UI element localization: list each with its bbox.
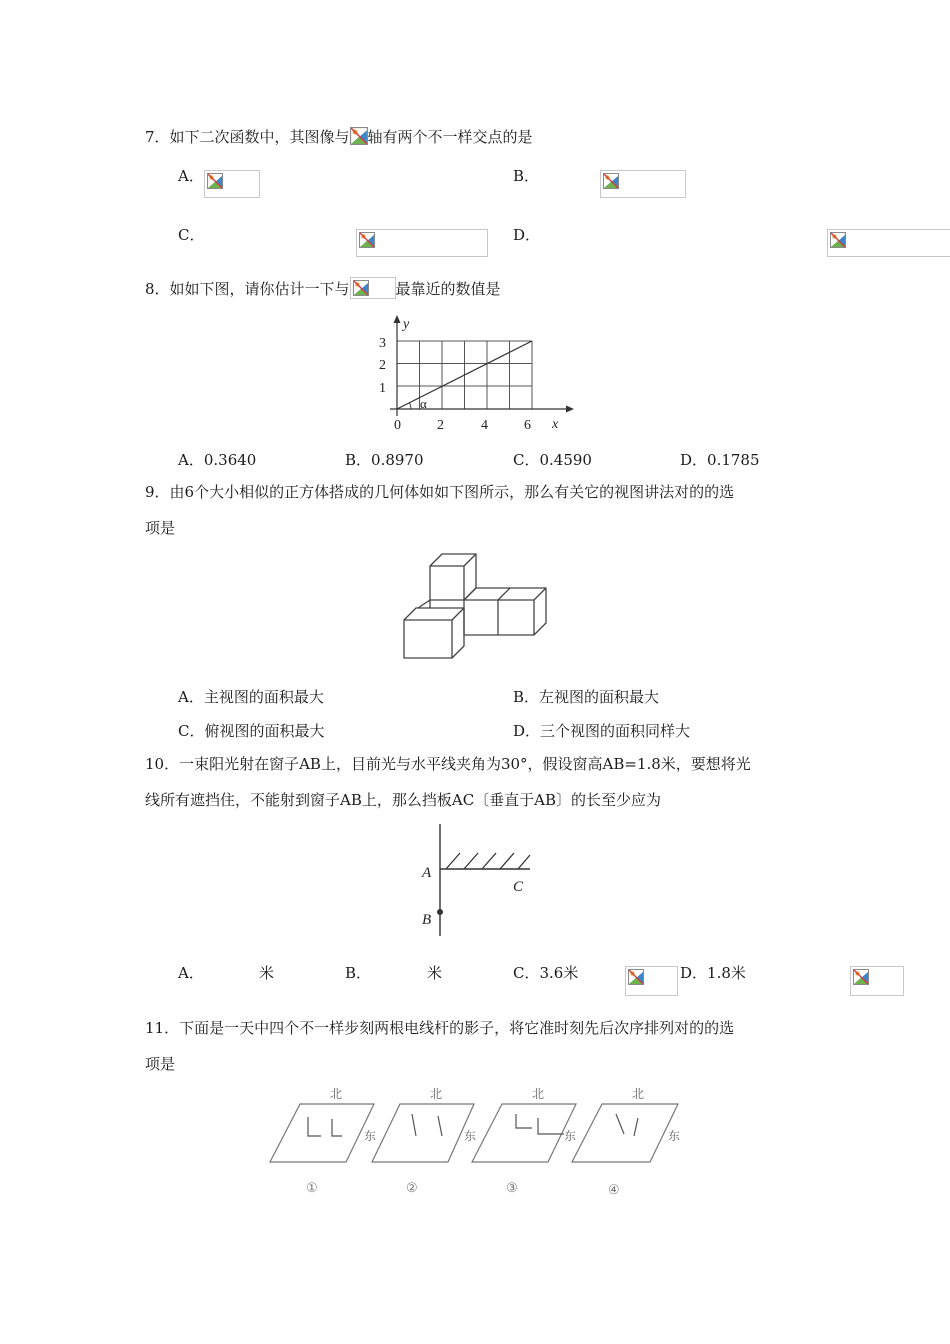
q9-option-b[interactable]: B．左视图的面积最大	[513, 688, 660, 706]
q7-option-c-label: C．	[178, 226, 205, 244]
q7-option-b[interactable]	[513, 165, 539, 186]
q11-panel-2	[372, 1104, 477, 1162]
q7-option-d-label: D．	[513, 226, 541, 244]
q10-option-a[interactable]	[178, 962, 204, 983]
q7-option-d-formula-image	[827, 229, 950, 257]
q11-stem-line2: 项是	[145, 1055, 176, 1073]
q9-stem-line1: 9．由6个大小相似的正方体搭成的几何体如如下图所示，那么有关它的视图讲法对的的选	[145, 483, 735, 501]
q8-option-b[interactable]: B．0.8970	[345, 451, 424, 469]
image-placeholder-icon	[353, 280, 369, 296]
q8-option-d[interactable]: D．0.1785	[680, 451, 760, 469]
q7-option-c-formula-image	[356, 229, 488, 257]
q11-north-label-3: 北	[532, 1087, 545, 1101]
q9-option-c[interactable]: C．俯视图的面积最大	[178, 722, 325, 740]
q11-label-3: ③	[506, 1180, 518, 1195]
q10-stem-line1: 10．一束阳光射在窗子AB上，目前光与水平线夹角为30°，假设窗高AB=1.8米，要想将光	[145, 755, 751, 773]
q9-cube-right-1	[464, 588, 510, 635]
q10-hatch	[446, 853, 530, 869]
q7-stem-part1: 7．如下二次函数中，其图像与	[145, 128, 350, 146]
q10-label-b: B	[422, 912, 432, 928]
q8-y-tick-3: 3	[379, 336, 386, 351]
q8-formula-image	[350, 277, 396, 299]
q7-stem-part2: 轴有两个不一样交点的是	[367, 128, 533, 146]
q9-cube-figure	[398, 546, 556, 664]
q7-option-a-formula-image	[204, 170, 260, 198]
q11-panel-1	[270, 1104, 377, 1162]
q8-y-label: y	[403, 317, 410, 332]
q8-y-tick-2: 2	[379, 358, 386, 373]
q10-window-figure	[414, 820, 536, 940]
q8-option-a[interactable]: A．0.3640	[178, 451, 257, 469]
q8-x-tick-2: 2	[437, 418, 444, 433]
q10-option-c[interactable]: C．3.6米	[513, 964, 579, 982]
q7-stem	[145, 127, 533, 147]
q11-panel-3	[472, 1104, 576, 1162]
image-placeholder-icon	[628, 969, 644, 985]
q9-stem-line2: 项是	[145, 519, 176, 537]
q8-x-tick-4: 4	[481, 418, 488, 433]
q7-option-b-label: B．	[513, 167, 540, 185]
q10-option-b[interactable]	[345, 962, 371, 983]
q10-option-b-formula-image	[850, 966, 904, 996]
image-placeholder-icon	[853, 969, 869, 985]
image-placeholder-icon	[359, 232, 375, 248]
q10-option-b-unit: 米	[427, 964, 443, 982]
q11-shadow-figures	[266, 1084, 692, 1202]
q11-north-label-2: 北	[430, 1087, 443, 1101]
q9-option-d[interactable]: D．三个视图的面积同样大	[513, 722, 691, 740]
q10-label-a: A	[422, 865, 432, 881]
image-placeholder-icon	[603, 173, 619, 189]
q9-cube-right-2	[498, 588, 546, 635]
q8-grid-graph	[368, 312, 583, 436]
q11-label-2: ②	[406, 1180, 418, 1195]
q11-north-label-4: 北	[632, 1087, 645, 1101]
q10-option-a-label: A．	[178, 964, 204, 982]
q7-option-a-label: A．	[178, 167, 204, 185]
image-placeholder-icon	[350, 127, 368, 145]
q9-cube-front	[404, 608, 464, 658]
q8-x-tick-0: 0	[394, 418, 401, 433]
q8-x-tick-6: 6	[524, 418, 531, 433]
q11-panel-4	[572, 1104, 681, 1162]
q8-stem-part2: 最靠近的数值是	[395, 280, 501, 298]
q8-x-label: x	[552, 417, 559, 432]
q9-cube-top	[430, 554, 476, 600]
q8-angle-arc	[410, 403, 412, 409]
q10-option-d[interactable]: D．1.8米	[680, 964, 746, 982]
q11-east-label-3: 东	[564, 1129, 577, 1143]
q10-label-c: C	[513, 879, 524, 895]
q8-x-axis-arrow-icon	[566, 406, 574, 413]
q11-stem-line1: 11．下面是一天中四个不一样步刻两根电线杆的影子，将它准时刻先后次序排列对的的选	[145, 1019, 735, 1037]
q11-label-1: ①	[306, 1180, 318, 1195]
q8-option-c[interactable]: C．0.4590	[513, 451, 592, 469]
q11-label-4: ④	[608, 1182, 620, 1197]
q7-option-d[interactable]	[513, 224, 540, 245]
q11-north-label-1: 北	[330, 1087, 343, 1101]
q8-y-axis-arrow-icon	[394, 315, 401, 323]
q8-angle-label: α	[420, 396, 427, 411]
q11-east-label-1: 东	[364, 1129, 377, 1143]
q8-stem-part1: 8．如如下图，请你估计一下与	[145, 280, 350, 298]
q10-stem-line2: 线所有遮挡住，不能射到窗子AB上，那么挡板AC〔垂直于AB〕的长至少应为	[145, 791, 662, 809]
q10-option-a-formula-image	[625, 966, 678, 996]
q9-cube-middle	[430, 600, 464, 635]
image-placeholder-icon	[207, 173, 223, 189]
q8-stem	[145, 277, 501, 299]
q10-option-a-unit: 米	[259, 964, 275, 982]
q8-y-tick-1: 1	[379, 381, 386, 396]
q7-option-a[interactable]	[178, 165, 204, 186]
image-placeholder-icon	[830, 232, 846, 248]
q7-option-c[interactable]	[178, 224, 204, 245]
q10-point-b-dot	[437, 909, 443, 915]
q9-option-a[interactable]: A．主视图的面积最大	[178, 688, 324, 706]
q10-option-b-label: B．	[345, 964, 372, 982]
q11-east-label-2: 东	[464, 1129, 477, 1143]
q11-east-label-4: 东	[668, 1129, 681, 1143]
q7-option-b-formula-image	[600, 170, 686, 198]
